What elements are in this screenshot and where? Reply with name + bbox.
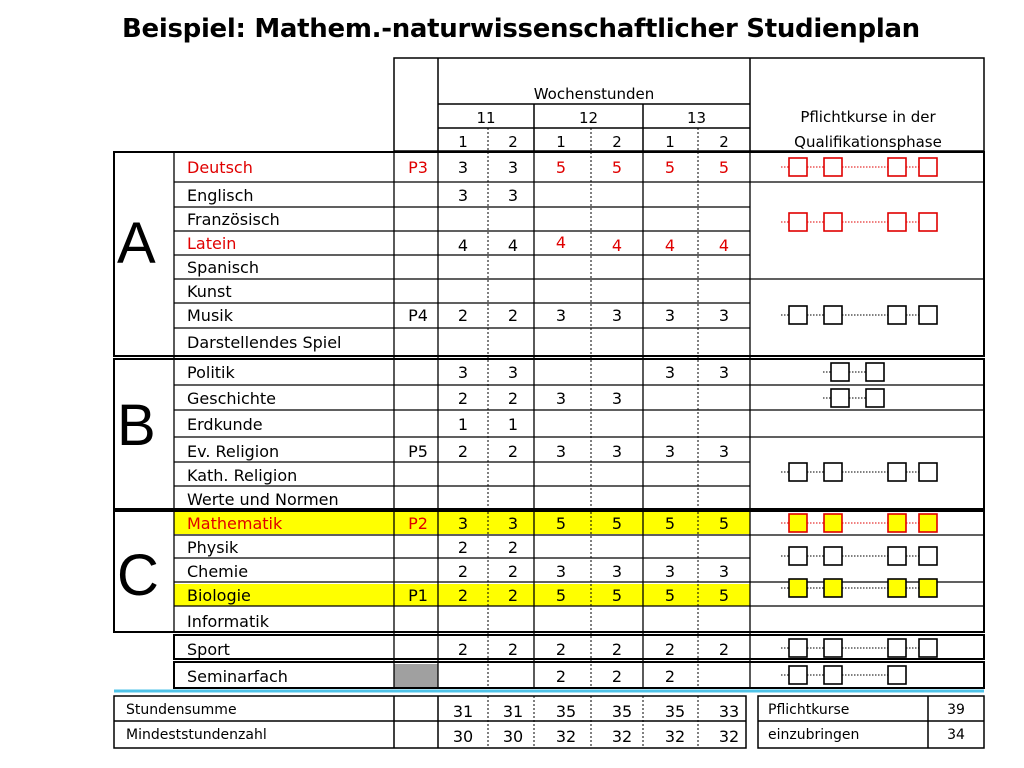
hour-value: 3 <box>457 363 469 382</box>
mindeststundenzahl-value: 32 <box>611 727 633 746</box>
course-marker-square <box>824 213 842 231</box>
einzubringen-value: 34 <box>947 727 965 743</box>
course-marker-square <box>919 306 937 324</box>
hour-value: 5 <box>718 586 730 605</box>
hour-value: 2 <box>457 442 469 461</box>
subject-name: Englisch <box>187 186 254 205</box>
course-marker-square <box>824 306 842 324</box>
course-marker-square <box>888 579 906 597</box>
group-label-c: C <box>117 543 159 608</box>
hour-value: 4 <box>664 236 676 255</box>
course-marker-square <box>831 389 849 407</box>
hour-value: 2 <box>507 442 519 461</box>
header-pflichtkurse-line2: Qualifikationsphase <box>794 133 942 151</box>
header-sem: 2 <box>719 133 729 151</box>
stundensumme-value: 33 <box>718 702 740 721</box>
course-marker-square <box>919 547 937 565</box>
hour-value: 3 <box>555 389 567 408</box>
hour-value: 1 <box>507 415 519 434</box>
course-marker-square <box>919 463 937 481</box>
hour-value: 5 <box>611 586 623 605</box>
subject-name: Informatik <box>187 612 269 631</box>
mindeststundenzahl-value: 30 <box>502 727 524 746</box>
hour-value: 5 <box>611 158 623 177</box>
subject-name: Erdkunde <box>187 415 263 434</box>
header-year-12: 12 <box>578 109 599 127</box>
course-marker-square <box>866 389 884 407</box>
course-marker-square <box>919 639 937 657</box>
subject-name: Französisch <box>187 210 280 229</box>
profile-code: P2 <box>408 514 428 533</box>
stundensumme-value: 31 <box>502 702 524 721</box>
subject-name: Ev. Religion <box>187 442 280 461</box>
header-sem: 1 <box>665 133 675 151</box>
hour-value: 2 <box>507 538 519 557</box>
hour-value: 2 <box>664 667 676 686</box>
stundensumme-value: 35 <box>664 702 686 721</box>
course-markers <box>781 158 937 684</box>
hour-value: 3 <box>664 442 676 461</box>
header-sem: 1 <box>458 133 468 151</box>
course-marker-square <box>824 463 842 481</box>
hour-value: 3 <box>507 158 519 177</box>
subject-name: Darstellendes Spiel <box>187 333 342 352</box>
hour-value: 2 <box>507 562 519 581</box>
subject-name: Chemie <box>187 562 249 581</box>
hour-value: 1 <box>457 415 469 434</box>
hour-value: 2 <box>457 586 469 605</box>
pflichtkurse-label: Pflichtkurse <box>768 702 850 718</box>
hour-value: 2 <box>664 640 676 659</box>
hour-value: 5 <box>664 514 676 533</box>
subject-name: Geschichte <box>187 389 277 408</box>
hour-value: 3 <box>718 363 730 382</box>
subject-name: Deutsch <box>187 158 253 177</box>
course-marker-square <box>919 213 937 231</box>
stundensumme-value: 35 <box>555 702 577 721</box>
hour-value: 2 <box>555 640 567 659</box>
header-pflichtkurse-line1: Pflichtkurse in der <box>800 108 936 126</box>
hour-value: 2 <box>507 586 519 605</box>
hour-value: 2 <box>555 667 567 686</box>
subject-name: Sport <box>187 640 230 659</box>
hour-value: 4 <box>555 233 567 252</box>
course-marker-square <box>789 514 807 532</box>
header-year-11: 11 <box>476 109 496 127</box>
header-year-13: 13 <box>686 109 707 127</box>
mindeststundenzahl-value: 32 <box>555 727 577 746</box>
header-sem: 1 <box>556 133 566 151</box>
header-sem: 2 <box>612 133 622 151</box>
subject-name: Mathematik <box>187 514 283 533</box>
course-marker-square <box>789 158 807 176</box>
course-marker-square <box>919 514 937 532</box>
sport-box <box>174 635 984 659</box>
profile-code: P3 <box>408 158 428 177</box>
course-marker-square <box>919 158 937 176</box>
stundensumme-label: Stundensumme <box>126 702 237 718</box>
hour-value: 2 <box>457 562 469 581</box>
hour-value: 3 <box>507 186 519 205</box>
course-marker-square <box>789 306 807 324</box>
hour-value: 3 <box>611 562 623 581</box>
course-marker-square <box>888 639 906 657</box>
subject-name: Musik <box>187 306 233 325</box>
hour-value: 2 <box>507 640 519 659</box>
course-marker-square <box>789 463 807 481</box>
hour-value: 3 <box>611 389 623 408</box>
hour-value: 3 <box>664 562 676 581</box>
hour-value: 3 <box>457 186 469 205</box>
course-marker-square <box>789 547 807 565</box>
course-marker-square <box>789 579 807 597</box>
seminar-box <box>174 662 984 688</box>
course-marker-square <box>888 463 906 481</box>
stundensumme-value: 35 <box>611 702 633 721</box>
pflichtkurse-value: 39 <box>947 702 965 718</box>
subject-name: Biologie <box>187 586 251 605</box>
hour-value: 3 <box>457 158 469 177</box>
hour-value: 5 <box>555 514 567 533</box>
hour-value: 2 <box>457 640 469 659</box>
subject-name: Politik <box>187 363 235 382</box>
course-marker-square <box>824 666 842 684</box>
header-wochenstunden: Wochenstunden <box>533 85 655 103</box>
subject-name: Seminarfach <box>187 667 288 686</box>
subject-name: Werte und Normen <box>187 490 339 509</box>
hour-value: 2 <box>611 640 623 659</box>
group-label-b: B <box>117 393 156 458</box>
subject-name: Kunst <box>187 282 232 301</box>
hour-value: 5 <box>664 586 676 605</box>
course-marker-square <box>824 639 842 657</box>
hour-value: 5 <box>555 586 567 605</box>
hour-value: 3 <box>555 442 567 461</box>
hour-value: 3 <box>457 514 469 533</box>
course-marker-square <box>824 547 842 565</box>
hour-value: 2 <box>457 389 469 408</box>
hour-value: 3 <box>718 442 730 461</box>
hour-value: 4 <box>507 236 519 255</box>
hour-value: 2 <box>457 538 469 557</box>
course-marker-square <box>824 158 842 176</box>
course-marker-square <box>888 306 906 324</box>
mindeststundenzahl-value: 32 <box>664 727 686 746</box>
mindeststundenzahl-label: Mindeststundenzahl <box>126 727 267 743</box>
hour-value: 3 <box>507 363 519 382</box>
hour-value: 3 <box>718 306 730 325</box>
subject-name: Kath. Religion <box>187 466 298 485</box>
course-marker-square <box>866 363 884 381</box>
profile-code: P1 <box>408 586 428 605</box>
hour-value: 3 <box>555 306 567 325</box>
course-marker-square <box>789 213 807 231</box>
hour-value: 2 <box>507 306 519 325</box>
hour-value: 3 <box>507 514 519 533</box>
hour-value: 5 <box>718 158 730 177</box>
course-marker-square <box>919 579 937 597</box>
hour-value: 2 <box>507 389 519 408</box>
hour-value: 3 <box>555 562 567 581</box>
hour-value: 2 <box>457 306 469 325</box>
group-label-a: A <box>117 211 156 276</box>
hour-value: 5 <box>611 514 623 533</box>
course-marker-square <box>888 547 906 565</box>
page-title: Beispiel: Mathem.-naturwissenschaftlicher Studienplan <box>122 14 920 44</box>
hour-value: 3 <box>611 306 623 325</box>
course-marker-square <box>789 666 807 684</box>
subject-name: Spanisch <box>187 258 259 277</box>
hour-value: 2 <box>611 667 623 686</box>
course-marker-square <box>824 579 842 597</box>
hour-value: 4 <box>611 236 623 255</box>
mindeststundenzahl-value: 32 <box>718 727 740 746</box>
hour-value: 3 <box>664 363 676 382</box>
course-marker-square <box>789 639 807 657</box>
hour-value: 3 <box>611 442 623 461</box>
header-sem: 2 <box>508 133 518 151</box>
stundensumme-value: 31 <box>452 702 474 721</box>
course-marker-square <box>888 213 906 231</box>
hour-value: 3 <box>664 306 676 325</box>
hour-value: 3 <box>718 562 730 581</box>
einzubringen-label: einzubringen <box>768 727 860 743</box>
seminar-gray-cell <box>394 664 438 688</box>
course-marker-square <box>888 514 906 532</box>
course-marker-square <box>888 666 906 684</box>
course-marker-square <box>888 158 906 176</box>
hour-value: 4 <box>457 236 469 255</box>
hour-value: 5 <box>718 514 730 533</box>
course-marker-square <box>831 363 849 381</box>
hour-value: 5 <box>664 158 676 177</box>
profile-code: P4 <box>408 306 428 325</box>
subject-name: Latein <box>187 234 237 253</box>
hour-value: 4 <box>718 236 730 255</box>
hour-value: 2 <box>718 640 730 659</box>
hour-value: 5 <box>555 158 567 177</box>
mindeststundenzahl-value: 30 <box>452 727 474 746</box>
profile-code: P5 <box>408 442 428 461</box>
course-marker-square <box>824 514 842 532</box>
subject-name: Physik <box>187 538 239 557</box>
